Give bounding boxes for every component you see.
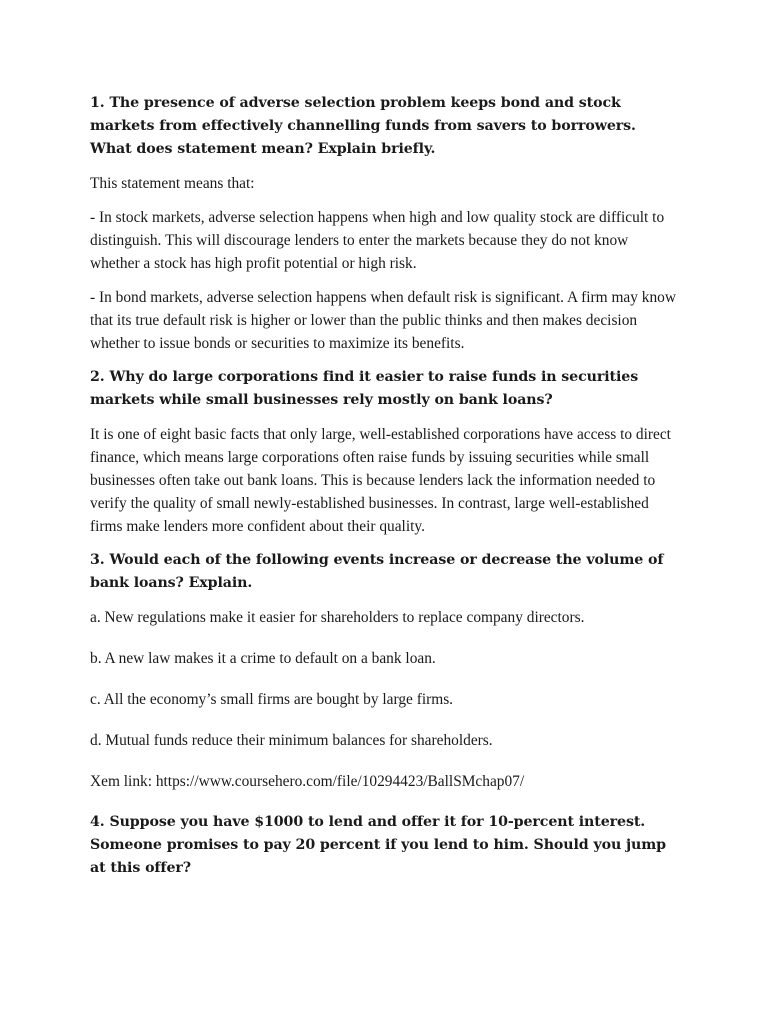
question-2: 2. Why do large corporations find it easier to raise funds in securities markets while small businesses rely mostly on bank loans?: [90, 369, 639, 408]
answer-1-intro: This statement means that:: [90, 175, 255, 192]
question-3-item-c: c. All the economy’s small firms are bought by large firms.: [90, 691, 454, 708]
answer-1-bond: - In bond markets, adverse selection happens when default risk is significant. A firm may know that its true default risk is higher or lower than the public thinks and then makes decision whether to issue bonds or securities to maximize its benefits.: [90, 289, 676, 352]
question-3: 3. Would each of the following events increase or decrease the volume of bank loans? Explain.: [90, 552, 664, 591]
question-3-item-d: d. Mutual funds reduce their minimum balances for shareholders.: [90, 732, 493, 749]
reference-link: Xem link: https://www.coursehero.com/file/10294423/BallSMchap07/: [90, 773, 525, 790]
answer-2: It is one of eight basic facts that only large, well-established corporations have access to direct finance, which means large corporations often raise funds by issuing securities while small businesses often take out bank loans. This is because lenders lack the information needed to verify the quality of small newly-established businesses. In contrast, large well-established firms make lenders more confident about their quality.: [90, 426, 671, 535]
document-page: [90, 92, 680, 891]
answer-1-stock: - In stock markets, adverse selection happens when high and low quality stock are difficult to distinguish. This will discourage lenders to enter the markets because they do not know whether a stock has high profit potential or high risk.: [90, 209, 665, 272]
question-3-item-a: a. New regulations make it easier for shareholders to replace company directors.: [90, 609, 585, 626]
question-3-item-b: b. A new law makes it a crime to default on a bank loan.: [90, 650, 436, 667]
question-4: 4. Suppose you have $1000 to lend and offer it for 10-percent interest. Someone promises to pay 20 percent if you lend to him. Should you jump at this offer?: [90, 814, 666, 876]
question-1: 1. The presence of adverse selection problem keeps bond and stock markets from effectively channelling funds from savers to borrowers. What does statement mean? Explain briefly.: [90, 95, 636, 157]
